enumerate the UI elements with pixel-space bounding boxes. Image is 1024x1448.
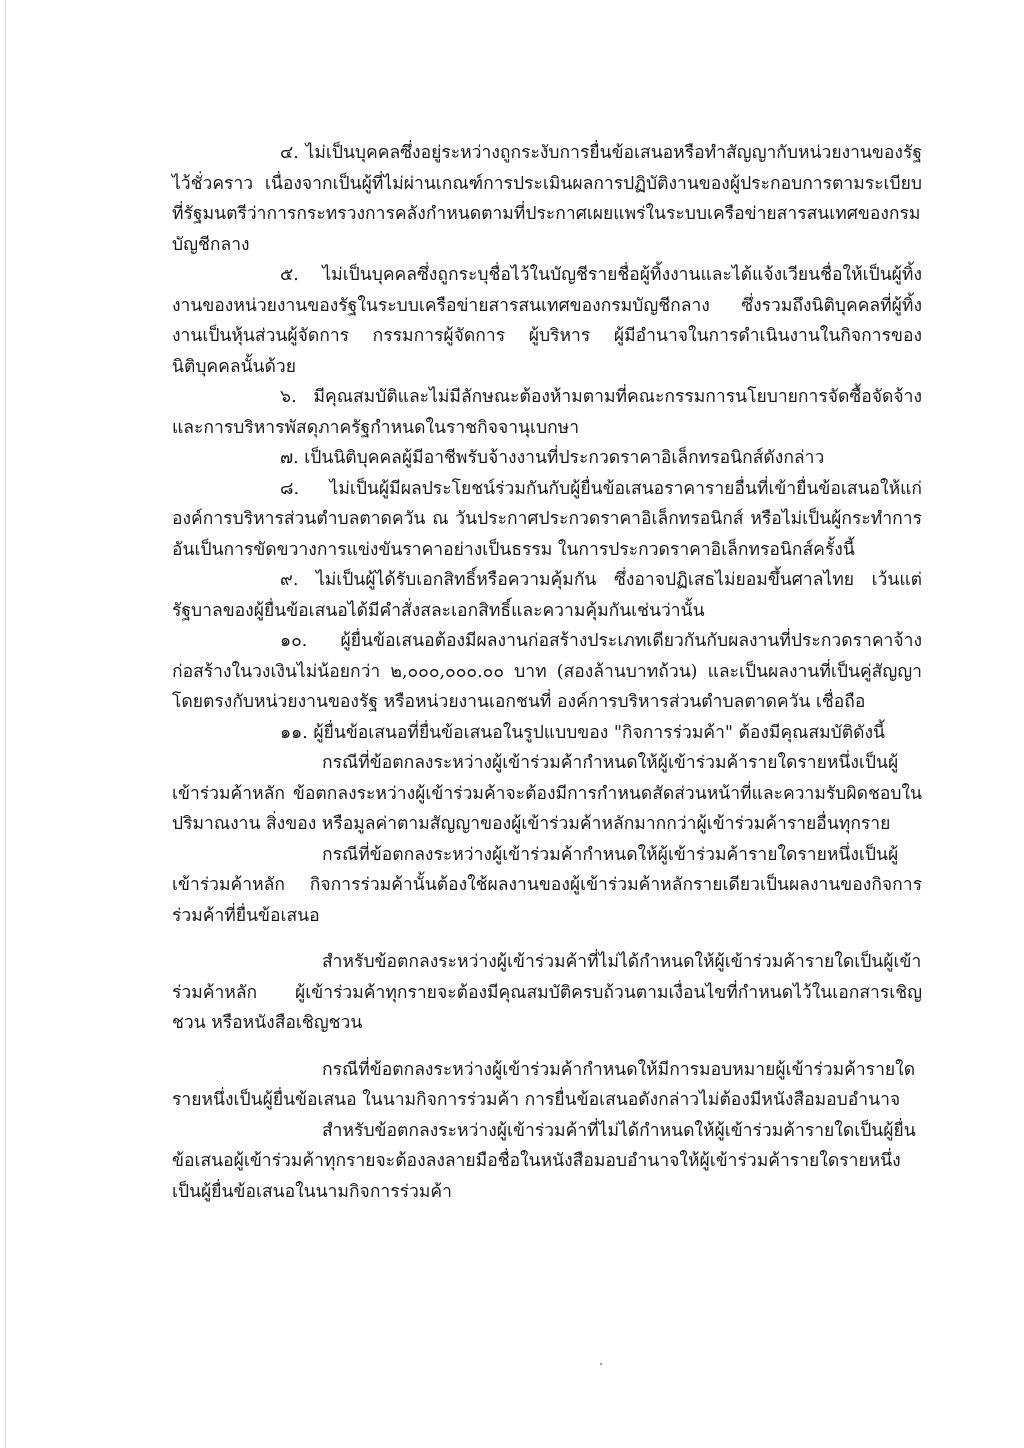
document-body bbox=[172, 138, 922, 1207]
clause-6: ๖. มีคุณสมบัติและไม่มีลักษณะต้องห้ามตามที่คณะกรรมการนโยบายการจัดซื้อจัดจ้างและการบริหารพัสดุภาครัฐกำหนดในราชกิจจานุเบกษา bbox=[172, 387, 922, 438]
joint-venture-case-5: สำหรับข้อตกลงระหว่างผู้เข้าร่วมค้าที่ไม่ได้กำหนดให้ผู้เข้าร่วมค้ารายใดเป็นผู้ยื่นข้อเสนอผู้เข้าร่วมค้าทุกรายจะต้องลงลายมือชื่อในหนังสือมอบอำนาจให้ผู้เข้าร่วมค้ารายใดรายหนึ่งเป็นผู้ยื่นข้อเสนอในนามกิจการร่วมค้า bbox=[172, 1120, 916, 1202]
clause-7: ๗. เป็นนิติบุคคลผู้มีอาชีพรับจ้างงานที่ประกวดราคาอิเล็กทรอนิกส์ดังกล่าว bbox=[280, 448, 825, 468]
clause-5: ๕. ไม่เป็นบุคคลซึ่งถูกระบุชื่อไว้ในบัญชีรายชื่อผู้ทิ้งงานและได้แจ้งเวียนชื่อให้เป็นผู้ทิ้งงานของหน่วยงานของรัฐในระบบเครือข่ายสารสนเทศของกรมบัญชีกลาง ซึ่งรวมถึงนิติบุคคลที่ผู้ทิ้งงานเป็นหุ้นส่วนผู้จัดการ กรรมการผู้จัดการ ผู้บริหาร ผู้มีอำนาจในการดำเนินงานในกิจการของนิติบุคคลนั้นด้วย bbox=[172, 265, 922, 377]
clause-10: ๑๐. ผู้ยื่นข้อเสนอต้องมีผลงานก่อสร้างประเภทเดียวกันกับผลงานที่ประกวดราคาจ้างก่อสร้างในวงเงินไม่น้อยกว่า ๒,๐๐๐,๐๐๐.๐๐ บาท (สองล้านบาทถ้วน) และเป็นผลงานที่เป็นคู่สัญญาโดยตรงกับหน่วยงานของรัฐ หรือหน่วยงานเอกชนที่ องค์การบริหารส่วนตำบลตาดควัน เชื่อถือ bbox=[172, 631, 922, 712]
joint-venture-case-1: กรณีที่ข้อตกลงระหว่างผู้เข้าร่วมค้ากำหนดให้ผู้เข้าร่วมค้ารายใดรายหนึ่งเป็นผู้เข้าร่วมค้าหลัก ข้อตกลงระหว่างผู้เข้าร่วมค้าจะต้องมีการกำหนดสัดส่วนหน้าที่และความรับผิดชอบในปริมาณงาน สิ่งของ หรือมูลค่าตามสัญญาของผู้เข้าร่วมค้าหลักมากกว่าผู้เข้าร่วมค้ารายอื่นทุกราย bbox=[172, 753, 922, 834]
clause-9: ๙. ไม่เป็นผู้ได้รับเอกสิทธิ์หรือความคุ้มกัน ซึ่งอาจปฏิเสธไม่ยอมขึ้นศาลไทย เว้นแต่รัฐบาลของผู้ยื่นข้อเสนอได้มีคำสั่งสละเอกสิทธิ์และความคุ้มกันเช่นว่านั้น bbox=[172, 570, 922, 621]
scan-edge-line bbox=[5, 0, 6, 1448]
joint-venture-case-4: กรณีที่ข้อตกลงระหว่างผู้เข้าร่วมค้ากำหนดให้มีการมอบหมายผู้เข้าร่วมค้ารายใดรายหนึ่งเป็นผู้ยื่นข้อเสนอ ในนามกิจการร่วมค้า การยื่นข้อเสนอดังกล่าวไม่ต้องมีหนังสือมอบอำนาจ bbox=[172, 1059, 916, 1110]
joint-venture-case-3: สำหรับข้อตกลงระหว่างผู้เข้าร่วมค้าที่ไม่ได้กำหนดให้ผู้เข้าร่วมค้ารายใดเป็นผู้เข้าร่วมค้าหลัก ผู้เข้าร่วมค้าทุกรายจะต้องมีคุณสมบัติครบถ้วนตามเงื่อนไขที่กำหนดไว้ในเอกสารเชิญชวน หรือหนังสือเชิญชวน bbox=[172, 952, 922, 1033]
clause-8: ๘. ไม่เป็นผู้มีผลประโยชน์ร่วมกันกับผู้ยื่นข้อเสนอราคารายอื่นที่เข้ายื่นข้อเสนอให้แก่องค์การบริหารส่วนตำบลตาดควัน ณ วันประกาศประกวดราคาอิเล็กทรอนิกส์ หรือไม่เป็นผู้กระทำการอันเป็นการขัดขวางการแข่งขันราคาอย่างเป็นธรรม ในการประกวดราคาอิเล็กทรอนิกส์ครั้งนี้ bbox=[172, 478, 922, 560]
clause-4: ๔. ไม่เป็นบุคคลซึ่งอยู่ระหว่างถูกระงับการยื่นข้อเสนอหรือทำสัญญากับหน่วยงานของรัฐไว้ชั่วคราว เนื่องจากเป็นผู้ที่ไม่ผ่านเกณฑ์การประเมินผลการปฏิบัติงานของผู้ประกอบการตามระเบียบ ที่รัฐมนตรีว่าการกระทรวงการคลังกำหนดตามที่ประกาศเผยแพร่ในระบบเครือข่ายสารสนเทศของกรมบัญชีกลาง bbox=[172, 143, 922, 255]
scan-speck bbox=[600, 1363, 602, 1365]
clause-11: ๑๑. ผู้ยื่นข้อเสนอที่ยื่นข้อเสนอในรูปแบบของ "กิจการร่วมค้า" ต้องมีคุณสมบัติดังนี้ bbox=[280, 722, 885, 743]
joint-venture-case-2: กรณีที่ข้อตกลงระหว่างผู้เข้าร่วมค้ากำหนดให้ผู้เข้าร่วมค้ารายใดรายหนึ่งเป็นผู้เข้าร่วมค้าหลัก กิจการร่วมค้านั้นต้องใช้ผลงานของผู้เข้าร่วมค้าหลักรายเดียวเป็นผลงานของกิจการร่วมค้าที่ยื่นข้อเสนอ bbox=[172, 844, 922, 926]
